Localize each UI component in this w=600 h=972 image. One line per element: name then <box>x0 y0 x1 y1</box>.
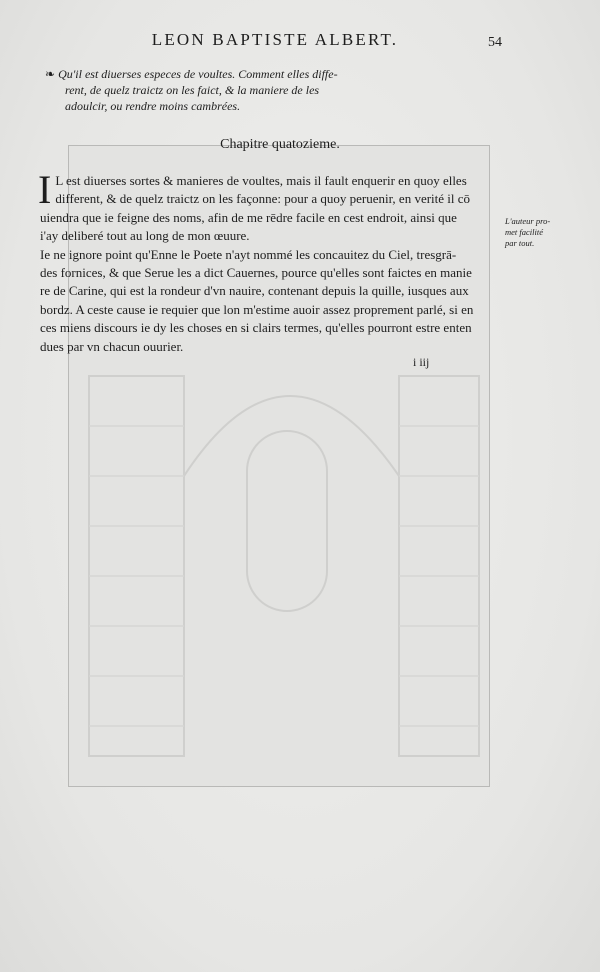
text-line: dues par vn chacun ouurier. <box>40 338 184 354</box>
summary-line: Qu'il est diuerses especes de voultes. Comment elles diffe- <box>58 67 338 81</box>
folio-number: 54 <box>488 35 502 50</box>
drop-cap: I <box>38 167 52 212</box>
fleuron-icon: ❧ <box>45 67 56 81</box>
text-line: Ie ne ignore point qu'Enne le Poete n'ayt nommé les concauitez du Ciel, tresgrā- <box>40 246 457 262</box>
text-line: uiendra que ie feigne des noms, afin de me rēdre facile en cest endroit, ainsi que <box>40 209 457 225</box>
chapter-summary <box>45 66 465 114</box>
text-line: des fornices, & que Serue les a dict Cauernes, pource qu'elles sont faictes en manie <box>40 265 472 281</box>
text-line: different, & de quelz traictz on les façonne: pour a quoy peruenir, en verité il cō <box>55 191 471 207</box>
body-text <box>38 167 505 356</box>
text-line: ces miens discours ie dy les choses en si clairs termes, qu'elles pourront estre enten <box>40 320 472 336</box>
chapter-title: Chapitre quatozieme. <box>220 137 340 152</box>
marginal-line: par tout. <box>505 238 535 248</box>
text-line: i'ay deliberé tout au long de mon œuure. <box>40 228 250 244</box>
marginal-note <box>505 216 565 249</box>
running-head: LEON BAPTISTE ALBERT. <box>151 30 399 49</box>
summary-line: rent, de quelz traictz on les faict, & la maniere de les <box>65 83 320 97</box>
text-line: L est diuerses sortes & manieres de voultes, mais il fault enquerir en quoy elles <box>55 173 467 188</box>
summary-line: adoulcir, ou rendre moins cambrées. <box>65 99 241 113</box>
signature-mark: i iij <box>413 355 430 369</box>
marginal-line: met facilité <box>505 227 544 237</box>
text-line: bordz. A ceste cause ie requier que lon m'estime auoir assez proprement parlé, si en <box>40 301 474 317</box>
text-line: re de Carine, qui est la rondeur d'vn nauire, contenant depuis la quille, iusques aux <box>40 283 469 299</box>
marginal-line: L'auteur pro- <box>505 216 551 226</box>
